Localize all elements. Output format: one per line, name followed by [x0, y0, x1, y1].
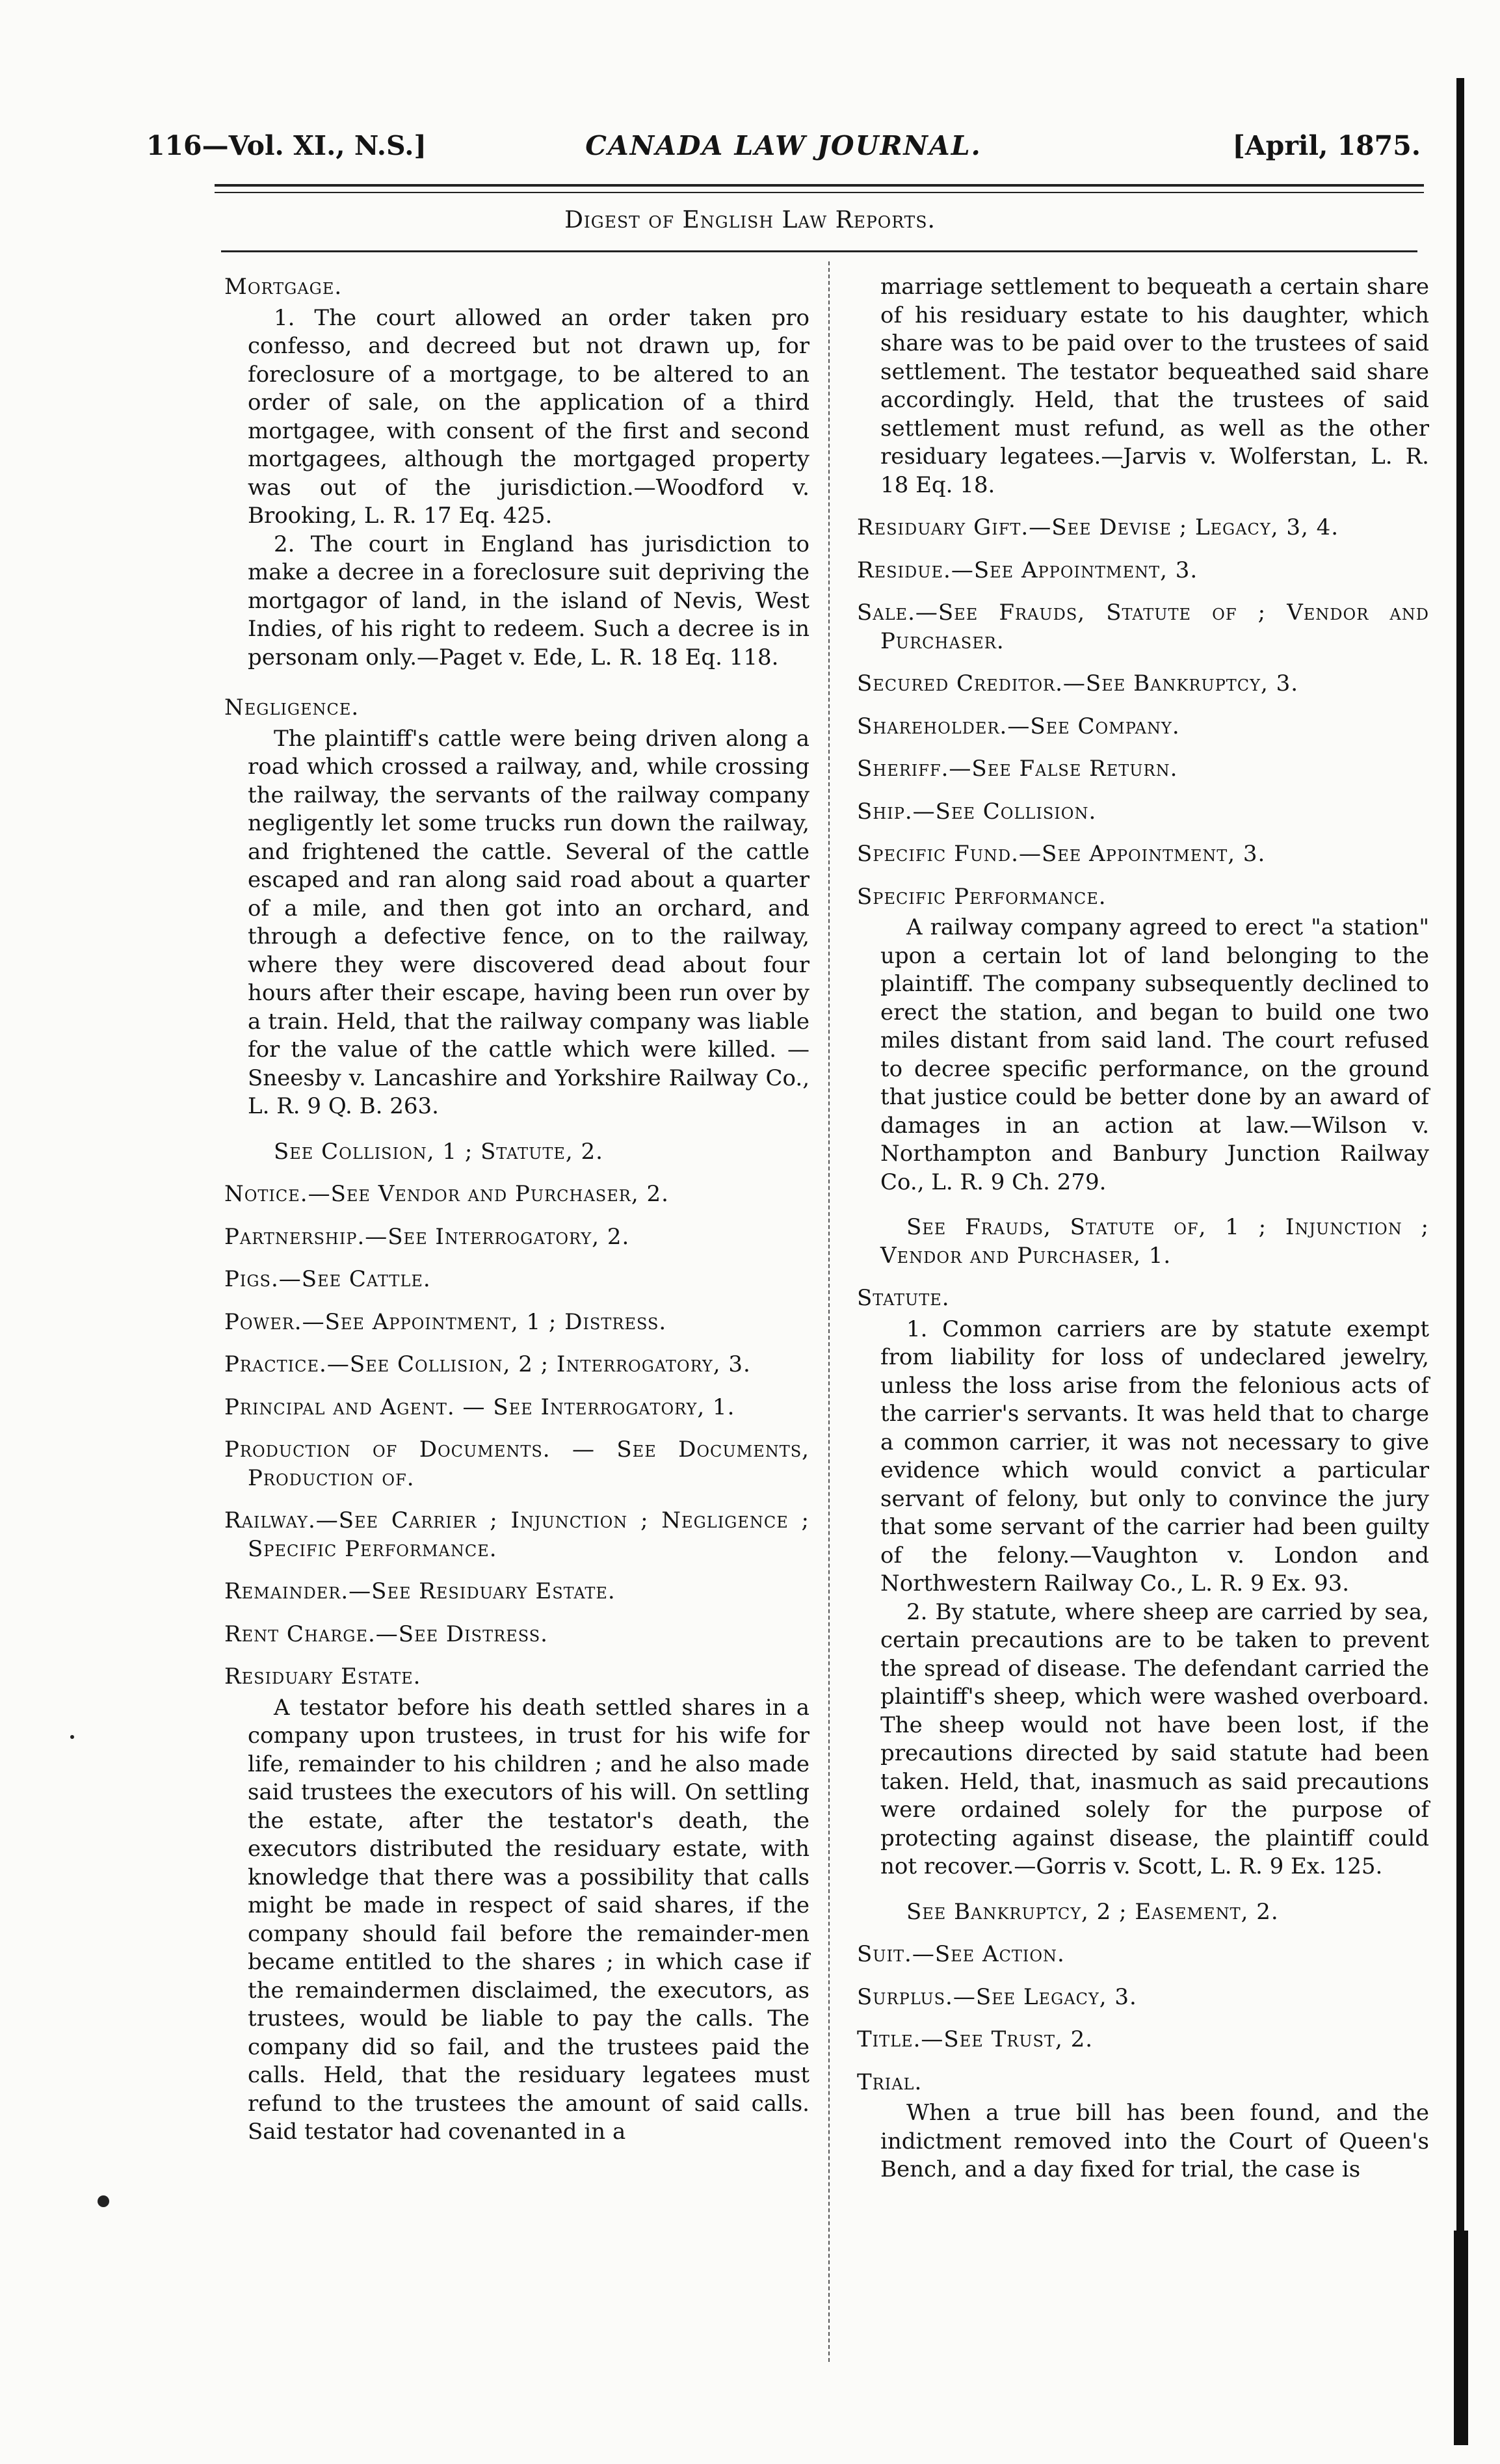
heading-mortgage: Mortgage. — [224, 274, 343, 300]
entry-railway: Railway.—See Carrier ; Injunction ; Negligence ; Specific Performance. — [224, 1507, 809, 1562]
ink-blot — [98, 2195, 109, 2207]
column-divider — [828, 261, 830, 2362]
entry-pigs: Pigs.—See Cattle. — [224, 1266, 431, 1292]
running-head — [146, 130, 1421, 169]
entry-production-documents: Production of Documents. — See Documents, Production of. — [224, 1437, 809, 1491]
entry-power: Power.—See Appointment, 1 ; Distress. — [224, 1308, 667, 1335]
specific-performance-see-also: See Frauds, Statute of, 1 ; Injunction ; Vendor and Purchaser, 1. — [880, 1214, 1429, 1269]
entry-principal-agent: Principal and Agent. — See Interrogatory, 1. — [224, 1394, 735, 1420]
entry-rent-charge: Rent Charge.—See Distress. — [224, 1621, 548, 1647]
negligence-paragraph: The plaintiff's cattle were being driven along a road which crossed a railway, and, while crossing the railway, the servants of the railway company negligently let some trucks run down the railway, and frightened the cattle. Several of the cattle escaped and ran along said road about a quarter of a mile, and then got into an orchard, and through a defective fence, on to the railway, where they were discovered dead about four hours after their escape, having been run over by a train. Held, that the railway company was liable for the value of the cattle which were killed. —Sneesby v. Lancashire and Yorkshire Railway Co., L. R. 9 Q. B. 263. — [248, 725, 809, 1119]
header-rule — [215, 184, 1424, 193]
binding-edge — [1456, 78, 1464, 2445]
right-column — [857, 273, 1429, 2199]
entry-ship: Ship.—See Collision. — [857, 798, 1097, 825]
heading-residuary-estate: Residuary Estate. — [224, 1663, 421, 1689]
entry-remainder: Remainder.—See Residuary Estate. — [224, 1578, 616, 1604]
entry-residue: Residue.—See Appointment, 3. — [857, 557, 1198, 583]
entry-shareholder: Shareholder.—See Company. — [857, 713, 1180, 739]
heading-statute: Statute. — [857, 1285, 950, 1311]
negligence-see-also: See Collision, 1 ; Statute, 2. — [274, 1138, 603, 1165]
entry-suit: Suit.—See Action. — [857, 1941, 1065, 1967]
section-title: Digest of English Law Reports. — [564, 207, 936, 233]
heading-specific-performance: Specific Performance. — [857, 883, 1107, 910]
mortgage-paragraph-1: 1. The court allowed an order taken pro confesso, and decreed but not drawn up, for foreclosure of a mortgage, to be altered to an order of sale, on the application of a third mortgagee, with consent of the first and second mortgagees, although the mortgaged property was out of the jurisdiction.—Woodford v. Brooking, L. R. 17 Eq. 425. — [248, 304, 809, 529]
entry-secured-creditor: Secured Creditor.—See Bankruptcy, 3. — [857, 670, 1299, 696]
statute-paragraph-1: 1. Common carriers are by statute exempt from liability for loss of undeclared jewelry, unless the loss arise from the felonious acts of the carrier's servants. It was held that to charge a common carrier, it was not necessary to give evidence which would convict a particular servant of felony, but only to convince the jury that some servant of the carrier had been guilty of the felony.—Vaughton v. London and Northwestern Railway Co., L. R. 9 Ex. 93. — [880, 1316, 1429, 1596]
specific-performance-paragraph: A railway company agreed to erect "a station" upon a certain lot of land belonging to the plaintiff. The company subsequently declined to erect the station, and began to build one two miles distant from said land. The court refused to decree specific performance, on the ground that justice could be better done by an award of damages in an action at law.—Wilson v. Northampton and Banbury Junction Railway Co., L. R. 9 Ch. 279. — [880, 914, 1429, 1195]
speck — [70, 1735, 74, 1739]
left-column — [224, 273, 809, 2161]
entry-partnership: Partnership.—See Interrogatory, 2. — [224, 1223, 630, 1250]
residuary-estate-continued: marriage settlement to bequeath a certain share of his residuary estate to his daughter, which share was to be paid over to the trustees of said settlement. The testator bequeathed said share accordingly. Held, that the trustees of said settlement must refund, as well as the other residuary legatees.—Jarvis v. Wolferstan, L. R. 18 Eq. 18. — [880, 274, 1429, 498]
journal-title: CANADA LAW JOURNAL. — [585, 130, 982, 161]
page-volume: 116—Vol. XI., N.S.] — [146, 130, 427, 161]
title-rule — [221, 250, 1417, 252]
entry-notice: Notice.—See Vendor and Purchaser, 2. — [224, 1181, 669, 1207]
entry-title: Title.—See Trust, 2. — [857, 2026, 1094, 2052]
heading-trial: Trial. — [857, 2069, 923, 2095]
mortgage-paragraph-2: 2. The court in England has jurisdiction to make a decree in a foreclosure suit depriving the mortgagor of land, in the island of Nevis, West Indies, of his right to redeem. Such a decree is in personam only.—Paget v. Ede, L. R. 18 Eq. 118. — [248, 531, 809, 670]
binding-edge-shadow — [1454, 2231, 1468, 2445]
trial-paragraph: When a true bill has been found, and the indictment removed into the Court of Queen's Bench, and a day fixed for trial, the case is — [880, 2100, 1429, 2182]
residuary-estate-paragraph: A testator before his death settled shares in a company upon trustees, in trust for his wife for life, remainder to his children ; and he also made said trustees the executors of his will. On settling the estate, after the testator's death, the executors distributed the residuary estate, with knowledge that there was a possibility that calls might be made in respect of said shares, if the company should fail before the remainder-men became entitled to the shares ; in which case if the remaindermen disclaimed, the executors, as trustees, would be liable to pay the calls. The company did so fail, and the trustees paid the calls. Held, that the residuary legatees must refund to the trustees the amount of said calls. Said testator had covenanted in a — [248, 1694, 809, 2145]
entry-surplus: Surplus.—See Legacy, 3. — [857, 1983, 1137, 2010]
statute-paragraph-2: 2. By statute, where sheep are carried by sea, certain precautions are to be taken to prevent the spread of disease. The defendant carried the plaintiff's sheep, which were washed overboard. The sheep would not have been lost, if the precautions directed by said statute had been taken. Held, that, inasmuch as said precautions were ordained solely for the purpose of protecting against disease, the plaintiff could not recover.—Gorris v. Scott, L. R. 9 Ex. 125. — [880, 1598, 1429, 1879]
entry-sheriff: Sheriff.—See False Return. — [857, 756, 1178, 782]
statute-see-also: See Bankruptcy, 2 ; Easement, 2. — [906, 1898, 1279, 1925]
entry-residuary-gift: Residuary Gift.—See Devise ; Legacy, 3, 4. — [857, 514, 1339, 540]
entry-specific-fund: Specific Fund.—See Appointment, 3. — [857, 841, 1266, 867]
issue-date: [April, 1875. — [1232, 130, 1421, 161]
entry-sale: Sale.—See Frauds, Statute of ; Vendor and Purchaser. — [857, 600, 1429, 654]
entry-practice: Practice.—See Collision, 2 ; Interrogatory, 3. — [224, 1351, 751, 1377]
heading-negligence: Negligence. — [224, 695, 360, 721]
